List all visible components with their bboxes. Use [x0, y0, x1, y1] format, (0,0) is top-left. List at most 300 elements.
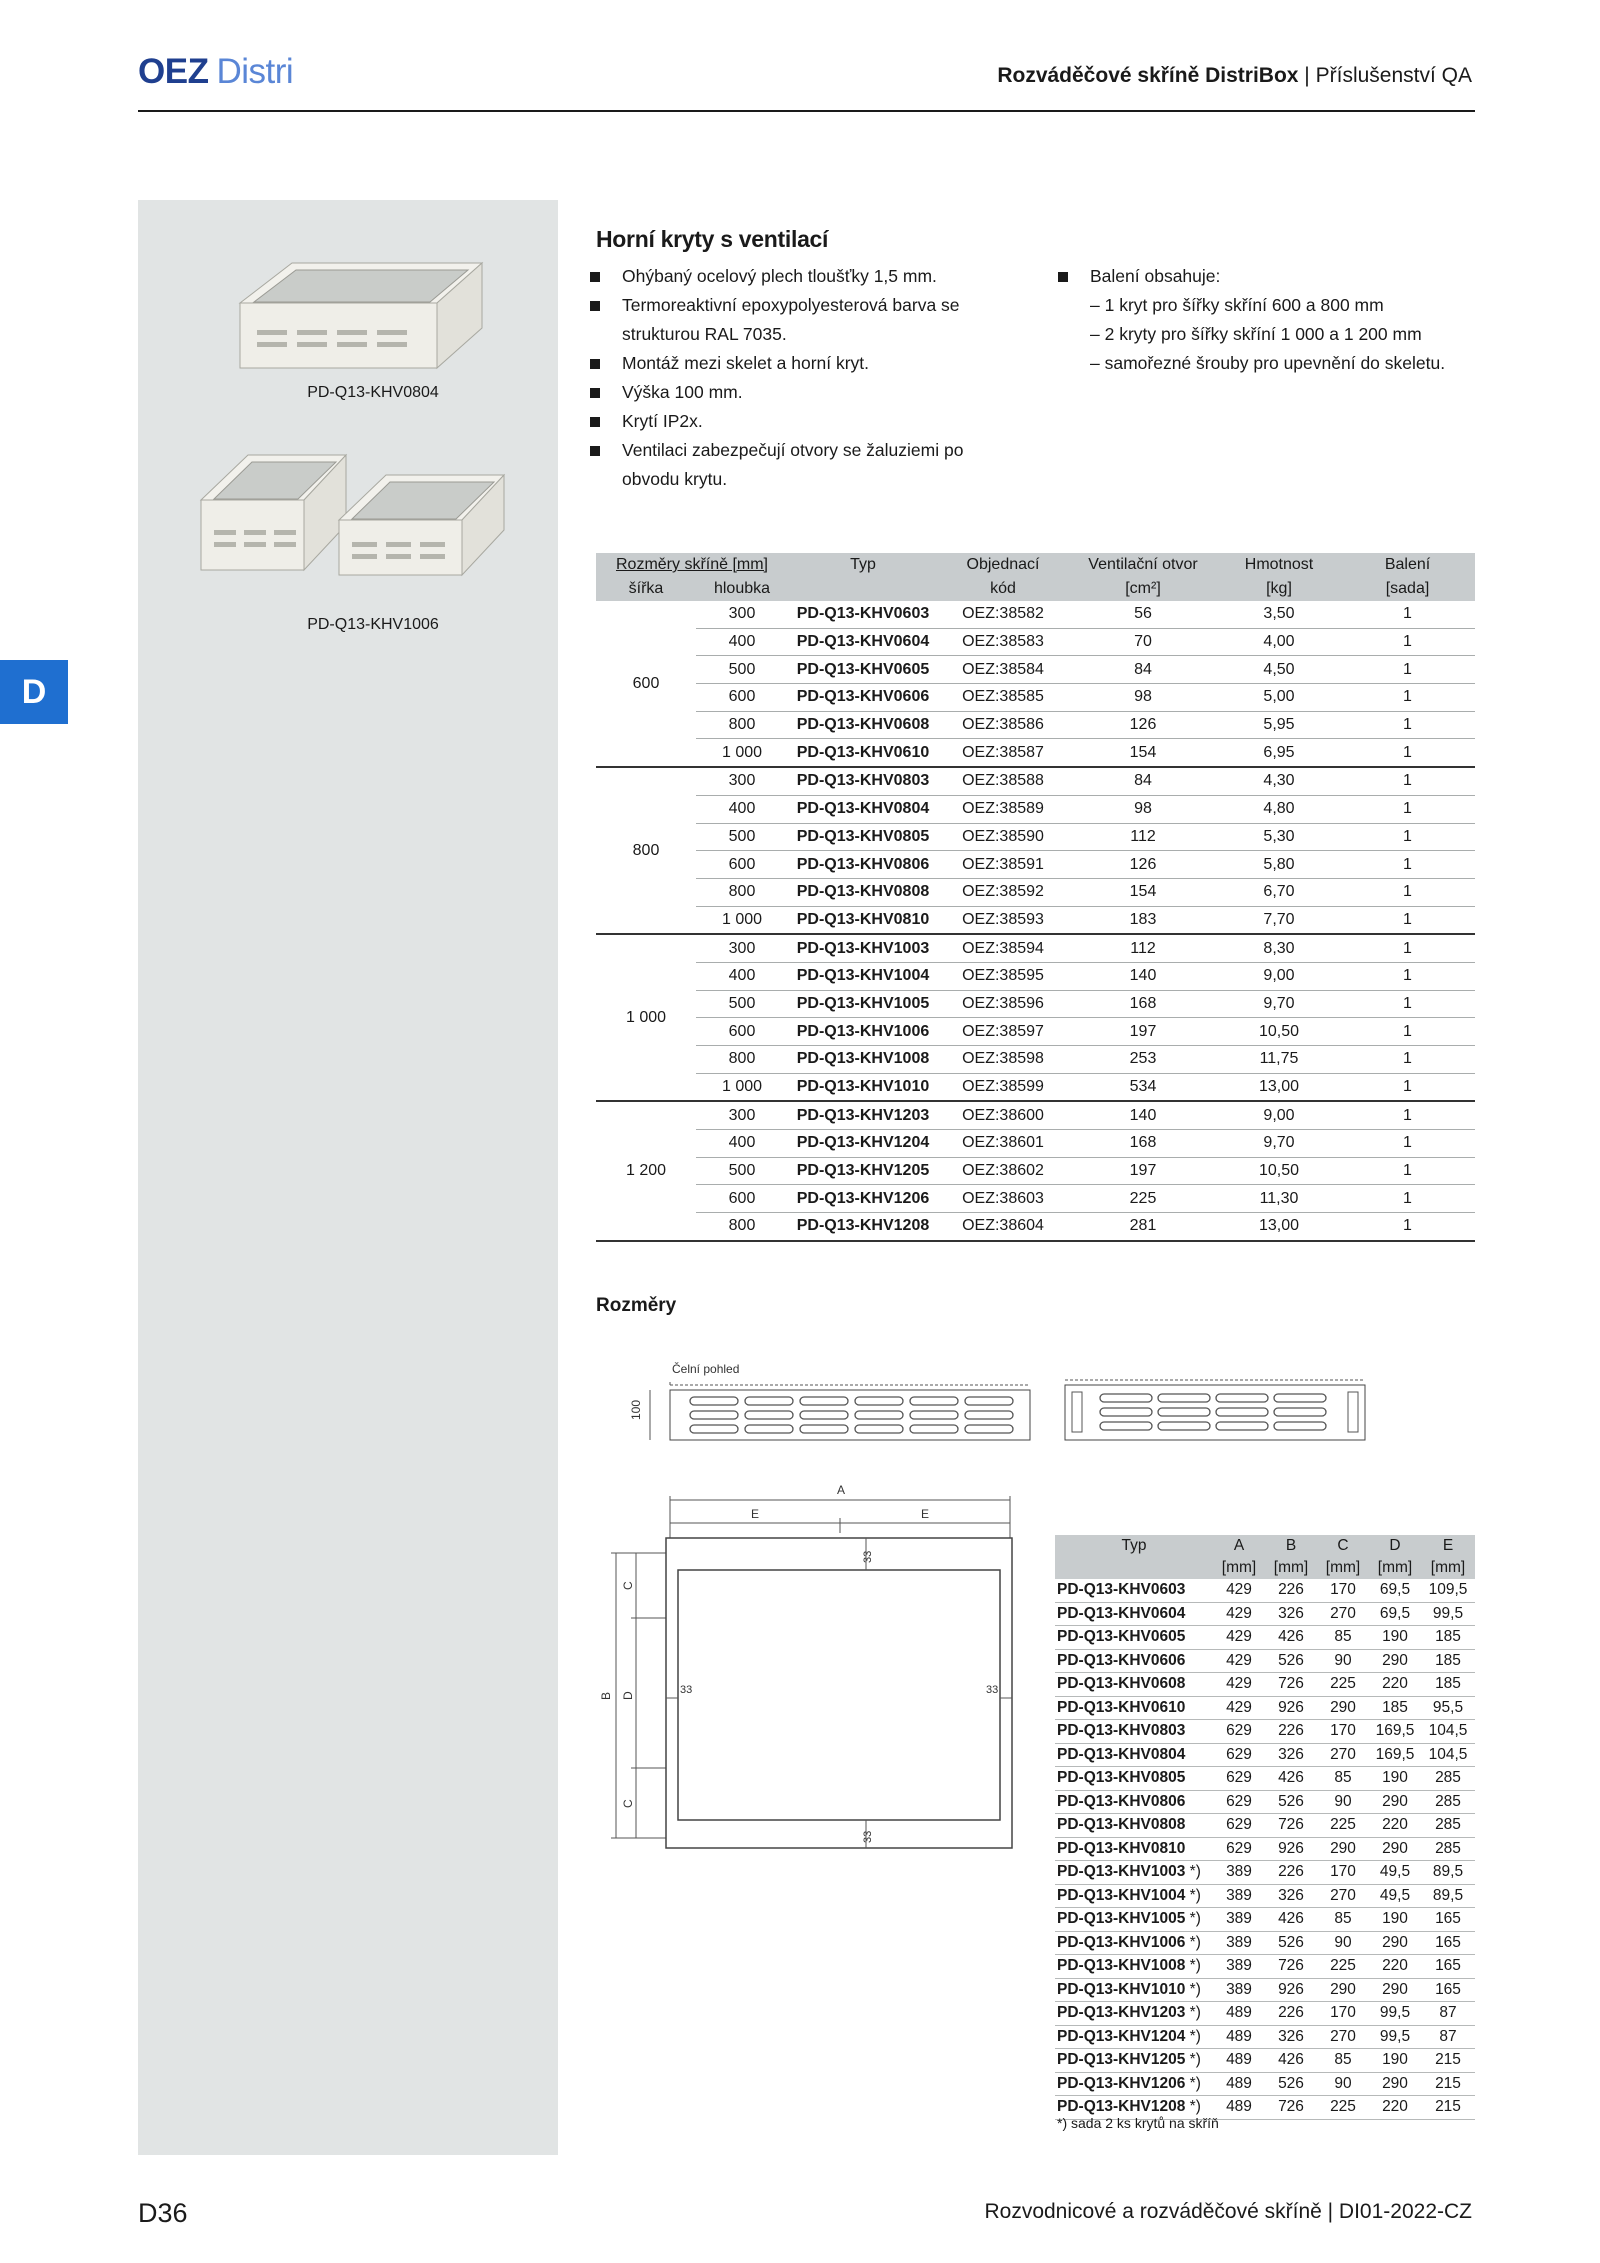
- cell-e: 165: [1421, 1978, 1475, 2002]
- cell-b: 326: [1265, 2025, 1317, 2049]
- cell-vent: 112: [1068, 823, 1218, 851]
- type-note-marker: *): [1185, 1980, 1201, 1998]
- dim-table-row: [1055, 1884, 1475, 1908]
- th-type: Typ: [788, 553, 938, 577]
- cell-d: 290: [1369, 2072, 1421, 2096]
- cell-depth: 300: [696, 767, 788, 795]
- cell-vent: 126: [1068, 851, 1218, 879]
- cell-order-code: OEZ:38594: [938, 934, 1068, 962]
- type-note-marker: *): [1185, 1957, 1201, 1975]
- cell-weight: 11,75: [1218, 1046, 1340, 1074]
- package-line: – 1 kryt pro šířky skříní 600 a 800 mm: [1090, 295, 1384, 315]
- table-row: [596, 1046, 1475, 1074]
- cell-vent: 70: [1068, 628, 1218, 656]
- table-row: [596, 656, 1475, 684]
- cell-a: 629: [1213, 1814, 1265, 1838]
- cell-weight: 9,70: [1218, 990, 1340, 1018]
- cell-type: [1055, 1743, 1213, 1767]
- dth-unit: [mm]: [1421, 1557, 1475, 1579]
- cell-order-code: OEZ:38595: [938, 962, 1068, 990]
- cell-type: [1055, 1955, 1213, 1979]
- cell-b: 726: [1265, 2096, 1317, 2120]
- cell-order-code: OEZ:38592: [938, 878, 1068, 906]
- cell-vent: 56: [1068, 601, 1218, 628]
- cell-c: 85: [1317, 1767, 1369, 1791]
- cell-depth: 400: [696, 628, 788, 656]
- product-image-khv1006: [196, 450, 516, 580]
- dim-a-label: A: [836, 1483, 846, 1497]
- cell-b: 426: [1265, 1908, 1317, 1932]
- cell-weight: 8,30: [1218, 934, 1340, 962]
- cell-order-code: OEZ:38584: [938, 656, 1068, 684]
- th-weight-unit: [kg]: [1218, 577, 1340, 601]
- cell-vent: 98: [1068, 684, 1218, 712]
- type-code: PD-Q13-KHV0806: [1057, 1792, 1186, 1810]
- cell-weight: 13,00: [1218, 1213, 1340, 1241]
- cell-type: [1055, 2072, 1213, 2096]
- cell-b: 726: [1265, 1673, 1317, 1697]
- type-code: PD-Q13-KHV0603: [1057, 1581, 1186, 1599]
- cell-weight: 4,80: [1218, 795, 1340, 823]
- cell-pack: 1: [1340, 739, 1475, 767]
- cell-vent: 168: [1068, 1130, 1218, 1158]
- cell-b: 226: [1265, 1720, 1317, 1744]
- cell-type: [1055, 1649, 1213, 1673]
- cell-d: 290: [1369, 1649, 1421, 1673]
- cell-e: 95,5: [1421, 1696, 1475, 1720]
- cell-e: 99,5: [1421, 1602, 1475, 1626]
- cell-a: 629: [1213, 1790, 1265, 1814]
- cell-order-code: OEZ:38589: [938, 795, 1068, 823]
- table-row: [596, 934, 1475, 962]
- dth-empty: [1055, 1557, 1213, 1579]
- cell-c: 270: [1317, 1743, 1369, 1767]
- dim-table-row: [1055, 2072, 1475, 2096]
- table-row: [596, 1185, 1475, 1213]
- section-title: Horní kryty s ventilací: [596, 226, 829, 252]
- logo-main: OEZ: [138, 52, 209, 91]
- cell-d: 99,5: [1369, 2002, 1421, 2026]
- front-view-drawing: [620, 1355, 1040, 1450]
- cell-weight: 10,50: [1218, 1157, 1340, 1185]
- type-note-marker: *): [1185, 1933, 1201, 1951]
- th-empty: [788, 577, 938, 601]
- table-row: [596, 795, 1475, 823]
- cell-d: 99,5: [1369, 2025, 1421, 2049]
- dth-c: C: [1317, 1535, 1369, 1557]
- package-line: – samořezné šrouby pro upevnění do skeletu.: [1090, 353, 1446, 373]
- cell-d: 69,5: [1369, 1579, 1421, 1602]
- type-code: PD-Q13-KHV0606: [1057, 1651, 1186, 1669]
- cell-order-code: OEZ:38602: [938, 1157, 1068, 1185]
- type-code: PD-Q13-KHV1205: [1057, 2051, 1186, 2069]
- cell-e: 165: [1421, 1931, 1475, 1955]
- table-row: [596, 601, 1475, 628]
- cell-depth: 600: [696, 1018, 788, 1046]
- cell-a: 489: [1213, 2096, 1265, 2120]
- type-code: PD-Q13-KHV0610: [1057, 1698, 1186, 1716]
- type-code: PD-Q13-KHV1208: [1057, 2098, 1186, 2116]
- feature-item: Termoreaktivní epoxypolyesterová barva se strukturou RAL 7035.: [582, 291, 1022, 349]
- cell-e: 87: [1421, 2025, 1475, 2049]
- dim-b-label: B: [599, 1691, 613, 1700]
- cell-type: PD-Q13-KHV0803: [788, 767, 938, 795]
- cell-vent: 225: [1068, 1185, 1218, 1213]
- cell-d: 69,5: [1369, 1602, 1421, 1626]
- dim-table-row: [1055, 2002, 1475, 2026]
- cell-e: 285: [1421, 1814, 1475, 1838]
- dth-a: A: [1213, 1535, 1265, 1557]
- cell-vent: 84: [1068, 767, 1218, 795]
- dim-table-row: [1055, 1978, 1475, 2002]
- cell-depth: 400: [696, 962, 788, 990]
- cell-vent: 253: [1068, 1046, 1218, 1074]
- cell-c: 225: [1317, 1673, 1369, 1697]
- cell-d: 220: [1369, 1673, 1421, 1697]
- cell-a: 389: [1213, 1955, 1265, 1979]
- cell-depth: 500: [696, 990, 788, 1018]
- cell-c: 85: [1317, 1908, 1369, 1932]
- cell-order-code: OEZ:38582: [938, 601, 1068, 628]
- cell-weight: 13,00: [1218, 1073, 1340, 1101]
- cell-a: 429: [1213, 1626, 1265, 1650]
- cell-b: 426: [1265, 1626, 1317, 1650]
- cell-a: 389: [1213, 1908, 1265, 1932]
- th-width: šířka: [596, 577, 696, 601]
- cell-vent: 126: [1068, 711, 1218, 739]
- cell-weight: 6,70: [1218, 878, 1340, 906]
- cell-weight: 7,70: [1218, 906, 1340, 934]
- cell-order-code: OEZ:38587: [938, 739, 1068, 767]
- dim-33-right: 33: [986, 1684, 999, 1696]
- front-view-label: Čelní pohled: [672, 1362, 740, 1376]
- cell-vent: 183: [1068, 906, 1218, 934]
- cell-pack: 1: [1340, 1213, 1475, 1241]
- cell-weight: 5,80: [1218, 851, 1340, 879]
- cell-a: 429: [1213, 1649, 1265, 1673]
- header-separator: |: [1304, 64, 1310, 87]
- cell-c: 170: [1317, 1720, 1369, 1744]
- cell-type: [1055, 1579, 1213, 1602]
- dim-table-row: [1055, 1908, 1475, 1932]
- table-row: [596, 990, 1475, 1018]
- dim-table-row: [1055, 2049, 1475, 2073]
- cell-order-code: OEZ:38603: [938, 1185, 1068, 1213]
- cell-type: [1055, 1884, 1213, 1908]
- cell-type: PD-Q13-KHV1006: [788, 1018, 938, 1046]
- cell-c: 290: [1317, 1837, 1369, 1861]
- feature-item: Ohýbaný ocelový plech tloušťky 1,5 mm.: [582, 262, 1022, 291]
- cell-b: 926: [1265, 1696, 1317, 1720]
- cell-pack: 1: [1340, 601, 1475, 628]
- cell-e: 104,5: [1421, 1743, 1475, 1767]
- cell-weight: 5,95: [1218, 711, 1340, 739]
- cell-type: [1055, 1673, 1213, 1697]
- dim-table-row: [1055, 1767, 1475, 1791]
- type-code: PD-Q13-KHV0803: [1057, 1722, 1186, 1740]
- cell-type: PD-Q13-KHV1208: [788, 1213, 938, 1241]
- cell-c: 290: [1317, 1696, 1369, 1720]
- cell-depth: 500: [696, 823, 788, 851]
- table-row: [596, 767, 1475, 795]
- cell-depth: 1 000: [696, 906, 788, 934]
- cell-c: 90: [1317, 1649, 1369, 1673]
- dim-table-row: [1055, 1814, 1475, 1838]
- feature-list: [582, 262, 1022, 494]
- dim-c-label-2: C: [621, 1799, 635, 1808]
- cell-weight: 9,00: [1218, 962, 1340, 990]
- type-code: PD-Q13-KHV0604: [1057, 1604, 1186, 1622]
- dth-unit: [mm]: [1317, 1557, 1369, 1579]
- cell-order-code: OEZ:38588: [938, 767, 1068, 795]
- cell-e: 104,5: [1421, 1720, 1475, 1744]
- package-title: Balení obsahuje:: [1050, 262, 1470, 291]
- dim-table-row: [1055, 1602, 1475, 1626]
- type-code: PD-Q13-KHV1003: [1057, 1863, 1186, 1881]
- cell-pack: 1: [1340, 1130, 1475, 1158]
- cell-b: 426: [1265, 2049, 1317, 2073]
- table-row: [596, 906, 1475, 934]
- table-row: [596, 1018, 1475, 1046]
- type-code: PD-Q13-KHV0805: [1057, 1769, 1186, 1787]
- cell-d: 169,5: [1369, 1743, 1421, 1767]
- cell-c: 225: [1317, 1814, 1369, 1838]
- header-title-bold: Rozváděčové skříně DistriBox: [997, 64, 1299, 87]
- cell-b: 526: [1265, 1931, 1317, 1955]
- cell-c: 170: [1317, 1861, 1369, 1885]
- cell-type: PD-Q13-KHV0810: [788, 906, 938, 934]
- cell-pack: 1: [1340, 851, 1475, 879]
- table-row: [596, 1101, 1475, 1129]
- cell-type: [1055, 1837, 1213, 1861]
- cell-a: 389: [1213, 1884, 1265, 1908]
- cell-b: 526: [1265, 2072, 1317, 2096]
- product-image-khv0804: [232, 258, 512, 378]
- cell-order-code: OEZ:38593: [938, 906, 1068, 934]
- section-tab: D: [0, 660, 68, 724]
- cell-type: PD-Q13-KHV0604: [788, 628, 938, 656]
- table-row: [596, 851, 1475, 879]
- cell-type: [1055, 1861, 1213, 1885]
- type-code: PD-Q13-KHV0810: [1057, 1839, 1186, 1857]
- cell-type: PD-Q13-KHV1206: [788, 1185, 938, 1213]
- type-code: PD-Q13-KHV1004: [1057, 1886, 1186, 1904]
- page-number: D36: [138, 2198, 188, 2228]
- cell-vent: 197: [1068, 1157, 1218, 1185]
- cell-order-code: OEZ:38599: [938, 1073, 1068, 1101]
- cell-width: 1 200: [596, 1101, 696, 1240]
- cell-a: 489: [1213, 2072, 1265, 2096]
- cell-e: 185: [1421, 1673, 1475, 1697]
- cell-c: 225: [1317, 1955, 1369, 1979]
- dim-c-label: C: [621, 1581, 635, 1590]
- cell-type: [1055, 1767, 1213, 1791]
- cell-pack: 1: [1340, 656, 1475, 684]
- cell-type: [1055, 1814, 1213, 1838]
- logo-sub: Distri: [216, 52, 294, 91]
- cell-depth: 600: [696, 851, 788, 879]
- dim-table-row: [1055, 1579, 1475, 1602]
- cell-c: 90: [1317, 2072, 1369, 2096]
- type-note-marker: *): [1185, 1910, 1201, 1928]
- type-note-marker: *): [1185, 1863, 1201, 1881]
- cell-vent: 168: [1068, 990, 1218, 1018]
- cell-pack: 1: [1340, 823, 1475, 851]
- dim-table-row: [1055, 1931, 1475, 1955]
- product-table: [596, 553, 1475, 1242]
- cell-type: [1055, 1790, 1213, 1814]
- cell-b: 726: [1265, 1814, 1317, 1838]
- cell-a: 389: [1213, 1861, 1265, 1885]
- cell-depth: 500: [696, 1157, 788, 1185]
- cell-b: 526: [1265, 1790, 1317, 1814]
- cell-vent: 154: [1068, 878, 1218, 906]
- cell-type: [1055, 2025, 1213, 2049]
- cell-weight: 4,00: [1218, 628, 1340, 656]
- cell-depth: 800: [696, 1046, 788, 1074]
- cell-c: 85: [1317, 2049, 1369, 2073]
- type-code: PD-Q13-KHV1006: [1057, 1933, 1186, 1951]
- cell-type: [1055, 1720, 1213, 1744]
- package-contents: [1050, 262, 1470, 378]
- image-caption-2: PD-Q13-KHV1006: [307, 616, 439, 633]
- cell-order-code: OEZ:38597: [938, 1018, 1068, 1046]
- cell-type: [1055, 1626, 1213, 1650]
- cell-depth: 500: [696, 656, 788, 684]
- cell-width: 800: [596, 767, 696, 934]
- logo: [138, 52, 293, 92]
- table-row: [596, 1130, 1475, 1158]
- cell-d: 290: [1369, 1931, 1421, 1955]
- cell-type: PD-Q13-KHV0806: [788, 851, 938, 879]
- cell-vent: 140: [1068, 962, 1218, 990]
- cell-a: 389: [1213, 1931, 1265, 1955]
- dim-table-row: [1055, 1696, 1475, 1720]
- dim-table-row: [1055, 1955, 1475, 1979]
- cell-pack: 1: [1340, 684, 1475, 712]
- type-note-marker: *): [1185, 2051, 1201, 2069]
- cell-a: 629: [1213, 1743, 1265, 1767]
- cell-order-code: OEZ:38590: [938, 823, 1068, 851]
- dim-33-bottom: 33: [862, 1830, 874, 1843]
- cell-type: PD-Q13-KHV0605: [788, 656, 938, 684]
- cell-depth: 1 000: [696, 1073, 788, 1101]
- dth-unit: [mm]: [1213, 1557, 1265, 1579]
- footer-text: Rozvodnicové a rozváděčové skříně | DI01-2022-CZ: [984, 2200, 1472, 2223]
- cell-pack: 1: [1340, 878, 1475, 906]
- cell-pack: 1: [1340, 1101, 1475, 1129]
- cell-weight: 9,00: [1218, 1101, 1340, 1129]
- dim-table-row: [1055, 2025, 1475, 2049]
- type-code: PD-Q13-KHV0804: [1057, 1745, 1186, 1763]
- cell-c: 225: [1317, 2096, 1369, 2120]
- cell-a: 429: [1213, 1696, 1265, 1720]
- cell-pack: 1: [1340, 795, 1475, 823]
- cell-pack: 1: [1340, 1018, 1475, 1046]
- cell-type: PD-Q13-KHV1004: [788, 962, 938, 990]
- cell-pack: 1: [1340, 628, 1475, 656]
- table-row: [596, 711, 1475, 739]
- cell-depth: 300: [696, 601, 788, 628]
- cell-a: 429: [1213, 1673, 1265, 1697]
- height-label: 100: [629, 1399, 643, 1420]
- cell-d: 185: [1369, 1696, 1421, 1720]
- type-code: PD-Q13-KHV1005: [1057, 1910, 1186, 1928]
- cell-type: PD-Q13-KHV0608: [788, 711, 938, 739]
- cell-b: 326: [1265, 1743, 1317, 1767]
- cell-vent: 154: [1068, 739, 1218, 767]
- cell-e: 89,5: [1421, 1861, 1475, 1885]
- cell-c: 85: [1317, 1626, 1369, 1650]
- cell-e: 215: [1421, 2096, 1475, 2120]
- cell-c: 270: [1317, 2025, 1369, 2049]
- cell-b: 226: [1265, 1579, 1317, 1602]
- front-view-drawing-2: [1060, 1370, 1375, 1455]
- cell-pack: 1: [1340, 934, 1475, 962]
- footnote: *) sada 2 ks krytů na skříň: [1057, 2115, 1219, 2131]
- table-row: [596, 1157, 1475, 1185]
- cell-weight: 6,95: [1218, 739, 1340, 767]
- cell-type: [1055, 1978, 1213, 2002]
- cell-a: 629: [1213, 1767, 1265, 1791]
- dim-table-row: [1055, 1837, 1475, 1861]
- type-note-marker: *): [1185, 1886, 1201, 1904]
- cell-d: 220: [1369, 1814, 1421, 1838]
- cell-pack: 1: [1340, 767, 1475, 795]
- cell-weight: 11,30: [1218, 1185, 1340, 1213]
- cell-depth: 400: [696, 795, 788, 823]
- cell-pack: 1: [1340, 1157, 1475, 1185]
- cell-vent: 98: [1068, 795, 1218, 823]
- cell-b: 926: [1265, 1978, 1317, 2002]
- cell-b: 226: [1265, 2002, 1317, 2026]
- cell-d: 169,5: [1369, 1720, 1421, 1744]
- th-depth: hloubka: [696, 577, 788, 601]
- dim-e-label: E: [750, 1507, 760, 1521]
- cell-type: PD-Q13-KHV1008: [788, 1046, 938, 1074]
- cell-b: 526: [1265, 1649, 1317, 1673]
- image-caption-1: PD-Q13-KHV0804: [307, 384, 439, 401]
- type-note-marker: *): [1185, 2027, 1201, 2045]
- cell-type: PD-Q13-KHV0606: [788, 684, 938, 712]
- cell-d: 190: [1369, 1626, 1421, 1650]
- table-row: [596, 628, 1475, 656]
- dim-table-row: [1055, 1673, 1475, 1697]
- cell-type: PD-Q13-KHV0804: [788, 795, 938, 823]
- cell-pack: 1: [1340, 1046, 1475, 1074]
- cell-pack: 1: [1340, 962, 1475, 990]
- cell-type: PD-Q13-KHV1010: [788, 1073, 938, 1101]
- cell-c: 90: [1317, 1931, 1369, 1955]
- cell-weight: 4,50: [1218, 656, 1340, 684]
- dim-table-row: [1055, 1861, 1475, 1885]
- cell-depth: 800: [696, 1213, 788, 1241]
- cell-type: [1055, 2002, 1213, 2026]
- type-code: PD-Q13-KHV1204: [1057, 2027, 1186, 2045]
- cell-type: [1055, 1931, 1213, 1955]
- dth-b: B: [1265, 1535, 1317, 1557]
- cell-depth: 600: [696, 684, 788, 712]
- cell-c: 290: [1317, 1978, 1369, 2002]
- cell-type: PD-Q13-KHV1203: [788, 1101, 938, 1129]
- cell-pack: 1: [1340, 906, 1475, 934]
- dimension-table: [1055, 1535, 1475, 2120]
- feature-item: Ventilaci zabezpečují otvory se žaluziemi po obvodu krytu.: [582, 436, 1022, 494]
- feature-item: Montáž mezi skelet a horní kryt.: [582, 349, 1022, 378]
- table-row: [596, 962, 1475, 990]
- cell-vent: 84: [1068, 656, 1218, 684]
- dim-e-label-2: E: [920, 1507, 930, 1521]
